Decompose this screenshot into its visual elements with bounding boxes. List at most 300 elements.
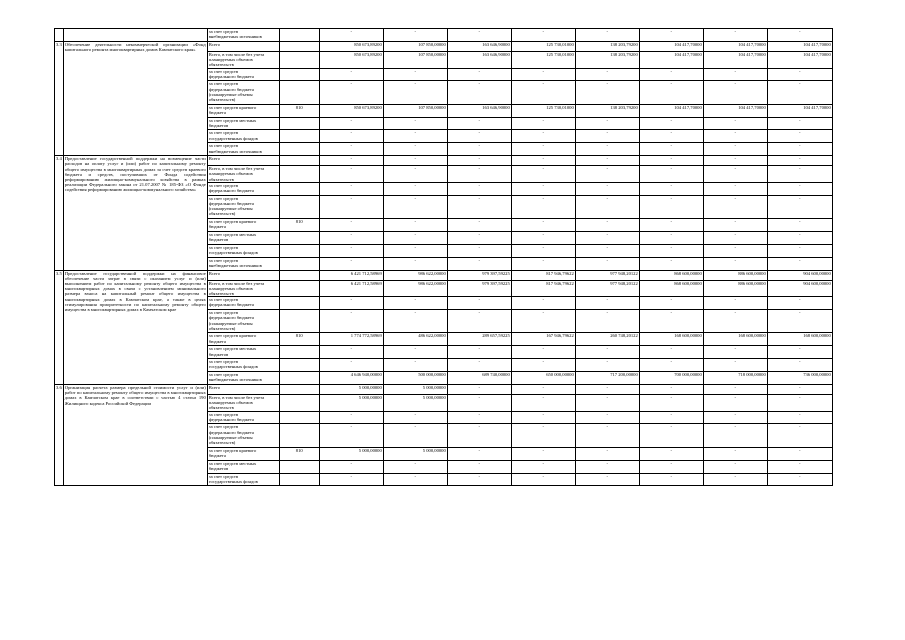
funding-source-line: Всего — [208, 270, 221, 276]
funding-source — [207, 68, 279, 81]
amount-cell: - — [703, 68, 767, 81]
funding-source-line: государственных фондов — [208, 364, 258, 370]
amount-cell: - — [767, 195, 832, 218]
amount-cell: - — [383, 166, 447, 183]
budget-code — [279, 51, 319, 68]
funding-source-line: бюджетов — [208, 465, 229, 471]
amount-cell: - — [319, 473, 383, 486]
amount-cell: - — [703, 143, 767, 156]
amount-cell: - — [447, 447, 511, 460]
amount-cell: 104 417,70000 — [639, 104, 703, 117]
amount-cell: - — [767, 394, 832, 411]
amount-cell: - — [575, 143, 639, 156]
funding-source-line: бюджета — [208, 109, 226, 115]
amount-cell: - — [767, 219, 832, 232]
budget-code — [279, 297, 319, 310]
amount-cell: - — [575, 117, 639, 130]
amount-cell: 167 946,79622 — [511, 333, 575, 346]
funding-source-line: бюджетов — [208, 351, 229, 357]
amount-cell: - — [639, 231, 703, 244]
amount-cell: - — [511, 473, 575, 486]
budget-code — [279, 41, 319, 51]
amount-cell: - — [511, 156, 575, 166]
amount-cell: 125 730,01000 — [511, 41, 575, 51]
funding-source — [207, 460, 279, 473]
funding-source-line: государственных фондов — [208, 135, 258, 141]
amount-cell: - — [383, 297, 447, 310]
budget-code — [279, 280, 319, 297]
amount-cell: - — [639, 68, 703, 81]
funding-source-line: бюджетов — [208, 237, 229, 243]
amount-cell: 104 417,70000 — [767, 41, 832, 51]
funding-source-line: федерального бюджета — [208, 188, 254, 194]
amount-cell: - — [447, 473, 511, 486]
amount-cell: - — [511, 29, 575, 42]
amount-cell: - — [383, 231, 447, 244]
amount-cell: - — [767, 447, 832, 460]
amount-cell: - — [767, 182, 832, 195]
amount-cell: - — [767, 244, 832, 257]
budget-code — [279, 384, 319, 394]
amount-cell: - — [575, 359, 639, 372]
amount-cell: - — [319, 310, 383, 333]
budget-code — [279, 346, 319, 359]
amount-cell: 107 850,00000 — [383, 51, 447, 68]
amount-cell: - — [511, 460, 575, 473]
amount-cell: - — [703, 473, 767, 486]
amount-cell: - — [319, 130, 383, 143]
amount-cell: 5 000,00000 — [319, 447, 383, 460]
table-row — [55, 156, 833, 166]
funding-source-line: за счет средств местных — [208, 231, 257, 237]
funding-source — [207, 244, 279, 257]
amount-cell: - — [447, 244, 511, 257]
funding-source — [207, 195, 279, 218]
funding-source-line: федерального бюджета — [208, 416, 254, 422]
amount-cell: - — [511, 384, 575, 394]
funding-source-line: Всего, в том числе без учета планируемых объемов — [208, 280, 265, 291]
budget-code — [279, 359, 319, 372]
funding-source-line: за счет средств — [208, 473, 239, 479]
funding-source — [207, 310, 279, 333]
amount-cell: - — [703, 117, 767, 130]
amount-cell: - — [575, 81, 639, 104]
amount-cell: - — [575, 29, 639, 42]
funding-source — [207, 473, 279, 486]
funding-source — [207, 280, 279, 297]
funding-source — [207, 156, 279, 166]
amount-cell: - — [575, 195, 639, 218]
table-row — [55, 29, 833, 42]
amount-cell: - — [511, 130, 575, 143]
amount-cell: - — [767, 156, 832, 166]
funding-source-line: федерального бюджета — [208, 73, 254, 79]
budget-code — [279, 81, 319, 104]
amount-cell: - — [639, 346, 703, 359]
funding-source — [207, 346, 279, 359]
amount-cell: - — [703, 424, 767, 447]
amount-cell: 500 000,00000 — [383, 372, 447, 385]
funding-source — [207, 411, 279, 424]
amount-cell: 168 600,00000 — [767, 333, 832, 346]
funding-source-line: федерального бюджета — [208, 429, 254, 435]
amount-cell: - — [575, 411, 639, 424]
amount-cell: - — [767, 231, 832, 244]
funding-source-line: государственных фондов — [208, 250, 258, 256]
amount-cell: - — [319, 231, 383, 244]
amount-cell: - — [319, 68, 383, 81]
amount-cell: 163 646,90000 — [447, 51, 511, 68]
funding-source — [207, 424, 279, 447]
amount-cell: - — [703, 297, 767, 310]
amount-cell: - — [639, 424, 703, 447]
funding-source-line: федерального бюджета — [208, 302, 254, 308]
amount-cell: 868 600,00000 — [639, 270, 703, 280]
amount-cell: - — [511, 424, 575, 447]
funding-source — [207, 143, 279, 156]
funding-source — [207, 394, 279, 411]
amount-cell: - — [511, 447, 575, 460]
amount-cell: - — [767, 297, 832, 310]
budget-code: 810 — [279, 104, 319, 117]
amount-cell: 650 000,00000 — [511, 372, 575, 385]
amount-cell: - — [447, 384, 511, 394]
amount-cell: - — [511, 359, 575, 372]
amount-cell: - — [639, 257, 703, 270]
amount-cell: 977 948,20122 — [575, 270, 639, 280]
item-description: Предоставление государственной поддержки на финансовое обеспечение части затрат в связи с оказанием услуг и (или) выполнением работ по капитальному ремонту общего имущества в многоквартирных домах в связи с установлением минимального размера взноса на капитальный ремонт общего имущества в многоквартирных домах в Камчатском крае, а также в целях стимулирования приоритетности по капитальному ремонту общего имущества в многоквартирных домах в Камчатском крае — [63, 270, 207, 384]
amount-cell: - — [447, 394, 511, 411]
amount-cell: - — [639, 143, 703, 156]
amount-cell: - — [447, 460, 511, 473]
amount-cell: - — [639, 473, 703, 486]
amount-cell: 718 000,00000 — [703, 372, 767, 385]
amount-cell: - — [319, 460, 383, 473]
amount-cell: - — [639, 117, 703, 130]
amount-cell: - — [575, 68, 639, 81]
amount-cell: - — [447, 143, 511, 156]
amount-cell: - — [319, 81, 383, 104]
amount-cell: 138 203,79200 — [575, 41, 639, 51]
amount-cell: - — [511, 394, 575, 411]
funding-source-line: (планируемые объемы — [208, 434, 253, 440]
amount-cell: - — [575, 244, 639, 257]
amount-cell: - — [703, 231, 767, 244]
amount-cell: - — [383, 143, 447, 156]
amount-cell: - — [447, 219, 511, 232]
budget-table — [54, 28, 833, 486]
amount-cell: - — [319, 195, 383, 218]
amount-cell: - — [639, 219, 703, 232]
amount-cell: - — [511, 143, 575, 156]
amount-cell: - — [447, 359, 511, 372]
amount-cell: - — [319, 117, 383, 130]
amount-cell: - — [703, 81, 767, 104]
funding-source-line: за счет средств — [208, 81, 239, 87]
amount-cell: 163 646,90000 — [447, 104, 511, 117]
amount-cell: 689 740,00000 — [447, 372, 511, 385]
funding-source — [207, 41, 279, 51]
amount-cell: - — [639, 81, 703, 104]
amount-cell: - — [383, 117, 447, 130]
amount-cell: - — [639, 384, 703, 394]
funding-source-line: внебюджетных источников — [208, 262, 262, 268]
amount-cell: - — [383, 182, 447, 195]
amount-cell: 717 200,00000 — [575, 372, 639, 385]
amount-cell: 4 646 940,00000 — [319, 372, 383, 385]
amount-cell: - — [639, 359, 703, 372]
amount-cell: - — [575, 130, 639, 143]
table-row — [55, 41, 833, 51]
amount-cell: - — [639, 310, 703, 333]
amount-cell: - — [575, 219, 639, 232]
amount-cell: - — [383, 68, 447, 81]
amount-cell: 138 203,79200 — [575, 104, 639, 117]
funding-source-line: обязательств) — [208, 97, 236, 102]
amount-cell: 125 730,01000 — [511, 51, 575, 68]
amount-cell: - — [639, 460, 703, 473]
amount-cell: - — [767, 257, 832, 270]
amount-cell: - — [511, 346, 575, 359]
funding-source-line: обязательств) — [208, 325, 236, 331]
funding-source-line: бюджета — [208, 452, 226, 458]
amount-cell: 168 600,00000 — [703, 333, 767, 346]
amount-cell: 977 948,20122 — [575, 280, 639, 297]
amount-cell: 6 421 712,58969 — [319, 270, 383, 280]
amount-cell: - — [639, 244, 703, 257]
budget-code — [279, 244, 319, 257]
amount-cell: - — [767, 29, 832, 42]
amount-cell: - — [575, 424, 639, 447]
funding-source — [207, 219, 279, 232]
amount-cell: 6 421 712,58969 — [319, 280, 383, 297]
amount-cell: - — [447, 310, 511, 333]
budget-code — [279, 460, 319, 473]
amount-cell: - — [511, 117, 575, 130]
funding-source-line: за счет средств — [208, 359, 239, 365]
amount-cell: - — [511, 195, 575, 218]
amount-cell: - — [703, 219, 767, 232]
funding-source — [207, 333, 279, 346]
funding-source — [207, 104, 279, 117]
amount-cell: - — [575, 297, 639, 310]
amount-cell: - — [511, 244, 575, 257]
amount-cell: 104 417,70000 — [767, 51, 832, 68]
amount-cell: - — [703, 156, 767, 166]
amount-cell: - — [447, 117, 511, 130]
amount-cell: - — [767, 81, 832, 104]
funding-source-line: Всего, в том числе без учета планируемых объемов — [208, 51, 265, 63]
funding-source — [207, 51, 279, 68]
amount-cell: - — [575, 156, 639, 166]
amount-cell: - — [447, 68, 511, 81]
funding-source-line: за счет средств — [208, 424, 239, 430]
amount-cell: 868 600,00000 — [639, 280, 703, 297]
amount-cell: 817 946,79622 — [511, 280, 575, 297]
amount-cell: - — [639, 195, 703, 218]
amount-cell: 904 600,00000 — [767, 280, 832, 297]
amount-cell: - — [511, 257, 575, 270]
funding-source-line: бюджета — [208, 338, 226, 344]
amount-cell: - — [703, 384, 767, 394]
funding-source-line: за счет средств местных — [208, 117, 257, 123]
amount-cell: - — [639, 130, 703, 143]
amount-cell: - — [511, 231, 575, 244]
amount-cell: - — [703, 257, 767, 270]
budget-code — [279, 130, 319, 143]
amount-cell: 163 646,90000 — [447, 41, 511, 51]
amount-cell: - — [383, 346, 447, 359]
funding-source-line: обязательств — [208, 291, 234, 297]
amount-cell: 979 397,59225 — [447, 270, 511, 280]
amount-cell: 736 000,00000 — [767, 372, 832, 385]
item-number: 3.4 — [55, 156, 64, 270]
amount-cell: - — [703, 166, 767, 183]
funding-source-line: Всего, в том числе без учета планируемых объемов — [208, 166, 265, 177]
amount-cell: - — [703, 359, 767, 372]
funding-source-line: за счет средств местных — [208, 346, 257, 352]
amount-cell: - — [767, 68, 832, 81]
amount-cell: - — [703, 130, 767, 143]
amount-cell: - — [447, 411, 511, 424]
amount-cell: - — [703, 310, 767, 333]
amount-cell: - — [575, 182, 639, 195]
budget-code — [279, 231, 319, 244]
budget-code — [279, 270, 319, 280]
amount-cell: 886 600,00000 — [703, 280, 767, 297]
amount-cell: 700 000,00000 — [639, 372, 703, 385]
amount-cell: - — [383, 195, 447, 218]
amount-cell: - — [767, 143, 832, 156]
budget-code — [279, 117, 319, 130]
amount-cell: - — [447, 182, 511, 195]
amount-cell: - — [383, 244, 447, 257]
amount-cell: 289 657,59225 — [447, 333, 511, 346]
funding-source — [207, 270, 279, 280]
funding-source — [207, 372, 279, 385]
amount-cell: - — [575, 166, 639, 183]
amount-cell: 1 774 772,58969 — [319, 333, 383, 346]
funding-source-line: за счет средств краевого — [208, 219, 257, 225]
amount-cell: - — [767, 310, 832, 333]
funding-source — [207, 166, 279, 183]
amount-cell: - — [383, 257, 447, 270]
funding-source-line: Всего — [208, 41, 221, 47]
amount-cell: 104 417,70000 — [703, 104, 767, 117]
funding-source-line: за счет средств — [208, 68, 239, 74]
amount-cell: - — [639, 182, 703, 195]
amount-cell: - — [703, 29, 767, 42]
item-description: Обеспечение деятельности некоммерческой организации «Фонд капитального ремонта многоквартирных домов Камчатского края» — [63, 41, 207, 155]
funding-source-line: обязательств — [208, 405, 234, 411]
amount-cell: - — [319, 143, 383, 156]
funding-source — [207, 117, 279, 130]
amount-cell: 904 600,00000 — [767, 270, 832, 280]
funding-source-line: бюджетов — [208, 122, 229, 128]
amount-cell: - — [319, 297, 383, 310]
amount-cell: 107 850,00000 — [383, 41, 447, 51]
item-number — [55, 29, 64, 42]
amount-cell: - — [703, 195, 767, 218]
funding-source — [207, 81, 279, 104]
budget-code — [279, 182, 319, 195]
funding-source-line: за счет средств — [208, 257, 239, 263]
amount-cell: - — [703, 447, 767, 460]
budget-code — [279, 195, 319, 218]
amount-cell: - — [383, 219, 447, 232]
amount-cell: - — [767, 359, 832, 372]
amount-cell: 986 622,00000 — [383, 280, 447, 297]
budget-code — [279, 166, 319, 183]
amount-cell: 107 850,00000 — [383, 104, 447, 117]
amount-cell: 817 946,79622 — [511, 270, 575, 280]
amount-cell: 486 622,00000 — [383, 333, 447, 346]
budget-code — [279, 143, 319, 156]
budget-code: 810 — [279, 447, 319, 460]
amount-cell: - — [767, 117, 832, 130]
amount-cell: - — [703, 411, 767, 424]
amount-cell: - — [767, 411, 832, 424]
funding-source-line: за счет средств краевого — [208, 447, 257, 453]
budget-code — [279, 310, 319, 333]
funding-source-line: (планируемые объемы — [208, 320, 253, 326]
funding-source — [207, 297, 279, 310]
amount-cell: - — [511, 297, 575, 310]
amount-cell: - — [767, 384, 832, 394]
funding-source-line: Всего — [208, 384, 221, 390]
amount-cell: - — [703, 182, 767, 195]
amount-cell: - — [511, 219, 575, 232]
funding-source-line: федерального бюджета — [208, 315, 254, 321]
funding-source-line: обязательств) — [208, 440, 236, 446]
amount-cell: - — [319, 424, 383, 447]
funding-source-line: бюджета — [208, 224, 226, 230]
amount-cell: 5 000,00000 — [319, 394, 383, 411]
funding-source-line: (планируемые объемы — [208, 206, 253, 212]
amount-cell: - — [639, 297, 703, 310]
funding-source-line: Всего, в том числе без учета планируемых объемов — [208, 394, 265, 406]
amount-cell: - — [575, 231, 639, 244]
funding-source-line: за счет средств — [208, 411, 239, 417]
budget-code — [279, 424, 319, 447]
amount-cell: - — [767, 130, 832, 143]
amount-cell: - — [447, 81, 511, 104]
amount-cell: 125 730,01000 — [511, 104, 575, 117]
amount-cell: 138 203,79200 — [575, 51, 639, 68]
amount-cell: - — [383, 156, 447, 166]
funding-source-line: за счет средств — [208, 297, 239, 303]
amount-cell: 104 417,70000 — [639, 41, 703, 51]
amount-cell: 104 417,70000 — [703, 41, 767, 51]
amount-cell: - — [383, 130, 447, 143]
amount-cell: - — [319, 156, 383, 166]
amount-cell: - — [639, 29, 703, 42]
amount-cell: - — [639, 447, 703, 460]
amount-cell: - — [767, 346, 832, 359]
amount-cell: - — [639, 156, 703, 166]
amount-cell: - — [447, 297, 511, 310]
amount-cell: - — [319, 219, 383, 232]
amount-cell: - — [447, 29, 511, 42]
budget-code — [279, 411, 319, 424]
amount-cell: - — [319, 411, 383, 424]
budget-code — [279, 68, 319, 81]
amount-cell: - — [447, 166, 511, 183]
funding-source-line: обязательств — [208, 62, 234, 68]
amount-cell: - — [383, 29, 447, 42]
amount-cell: - — [575, 447, 639, 460]
amount-cell: 979 397,59225 — [447, 280, 511, 297]
